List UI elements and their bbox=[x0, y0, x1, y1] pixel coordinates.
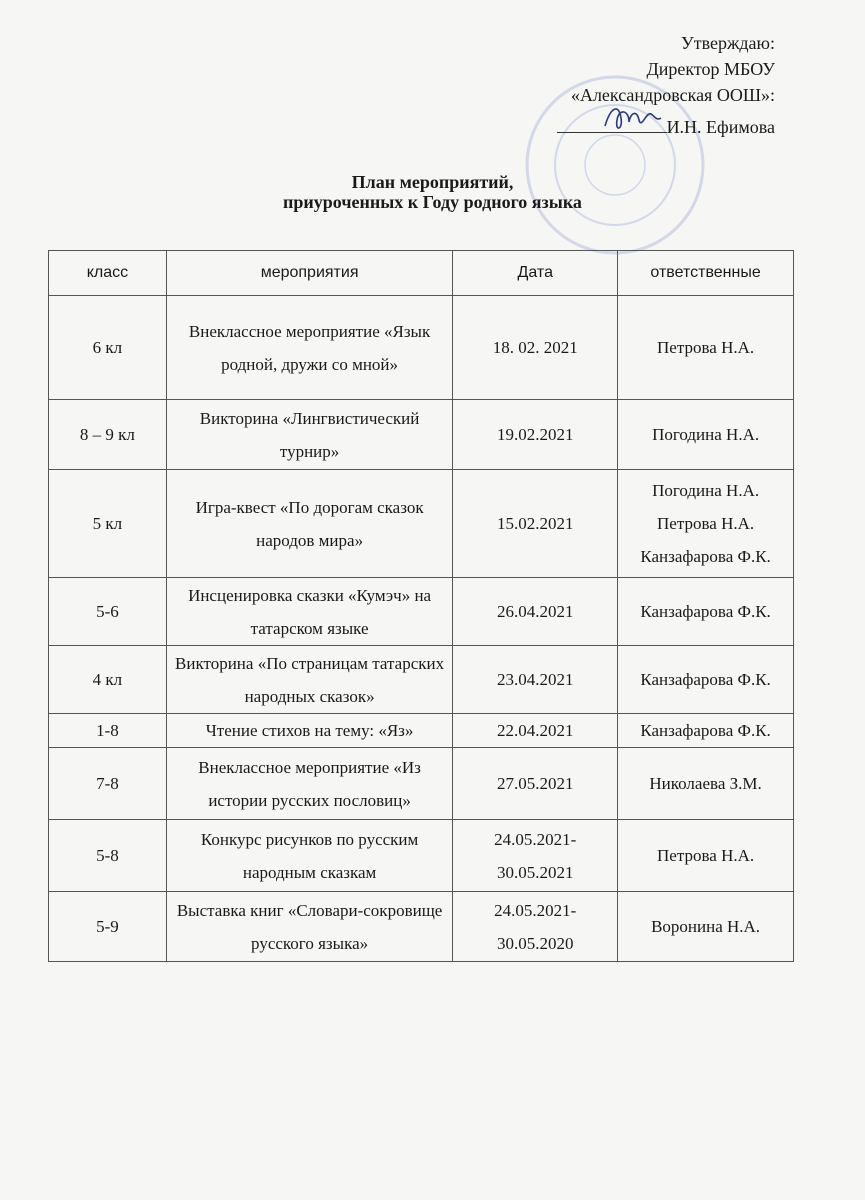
header-grade: класс bbox=[49, 251, 167, 296]
responsible-name: Канзафарова Ф.К. bbox=[640, 721, 771, 740]
cell-grade: 6 кл bbox=[49, 296, 167, 400]
cell-grade: 5-9 bbox=[49, 892, 167, 962]
responsible-name: Канзафарова Ф.К. bbox=[640, 547, 771, 566]
cell-grade: 8 – 9 кл bbox=[49, 400, 167, 470]
responsible-name: Николаева З.М. bbox=[649, 774, 762, 793]
cell-event: Конкурс рисунков по русским народным сказкам bbox=[166, 820, 453, 892]
table-row bbox=[49, 400, 794, 470]
cell-grade: 5 кл bbox=[49, 470, 167, 578]
table-row bbox=[49, 748, 794, 820]
approval-heading: Утверждаю: bbox=[680, 33, 775, 53]
responsible-name: Петрова Н.А. bbox=[657, 514, 755, 533]
cell-date: 19.02.2021 bbox=[453, 400, 618, 470]
header-responsible: ответственные bbox=[618, 251, 794, 296]
cell-responsible bbox=[618, 400, 794, 470]
cell-date: 15.02.2021 bbox=[453, 470, 618, 578]
cell-responsible bbox=[618, 296, 794, 400]
header-date: Дата bbox=[453, 251, 618, 296]
header-event: мероприятия bbox=[166, 251, 453, 296]
cell-responsible bbox=[618, 748, 794, 820]
cell-responsible bbox=[618, 646, 794, 714]
cell-date: 22.04.2021 bbox=[453, 714, 618, 748]
document-title bbox=[0, 172, 865, 212]
cell-responsible bbox=[618, 578, 794, 646]
cell-date: 18. 02. 2021 bbox=[453, 296, 618, 400]
signature-mark bbox=[601, 100, 665, 136]
table-header-row bbox=[49, 251, 794, 296]
cell-event: Чтение стихов на тему: «Яз» bbox=[166, 714, 453, 748]
title-line-2: приуроченных к Году родного языка bbox=[283, 192, 582, 212]
cell-event: Внеклассное мероприятие «Язык родной, дружи со мной» bbox=[166, 296, 453, 400]
cell-responsible bbox=[618, 470, 794, 578]
table-row bbox=[49, 470, 794, 578]
table-row bbox=[49, 820, 794, 892]
table-row bbox=[49, 646, 794, 714]
cell-event: Инсценировка сказки «Кумэч» на татарском языке bbox=[166, 578, 453, 646]
signature-line bbox=[557, 114, 775, 140]
responsible-name: Канзафарова Ф.К. bbox=[640, 670, 771, 689]
responsible-name: Петрова Н.А. bbox=[657, 846, 755, 865]
cell-grade: 5-6 bbox=[49, 578, 167, 646]
cell-date: 24.05.2021-30.05.2021 bbox=[453, 820, 618, 892]
responsible-name: Погодина Н.А. bbox=[652, 425, 760, 444]
signatory-name: И.Н. Ефимова bbox=[666, 117, 775, 137]
cell-event: Игра-квест «По дорогам сказок народов мира» bbox=[166, 470, 453, 578]
table-row bbox=[49, 296, 794, 400]
responsible-name: Канзафарова Ф.К. bbox=[640, 602, 771, 621]
cell-responsible bbox=[618, 892, 794, 962]
table-row bbox=[49, 714, 794, 748]
cell-event: Викторина «По страницам татарских народных сказок» bbox=[166, 646, 453, 714]
approval-organization: «Александровская ООШ»: bbox=[570, 85, 775, 105]
cell-date: 26.04.2021 bbox=[453, 578, 618, 646]
responsible-name: Воронина Н.А. bbox=[651, 917, 761, 936]
title-line-1: План мероприятий, bbox=[351, 172, 514, 192]
signature-underline bbox=[557, 114, 667, 133]
cell-grade: 5-8 bbox=[49, 820, 167, 892]
cell-date: 24.05.2021-30.05.2020 bbox=[453, 892, 618, 962]
cell-responsible bbox=[618, 820, 794, 892]
cell-responsible bbox=[618, 714, 794, 748]
cell-grade: 1-8 bbox=[49, 714, 167, 748]
cell-date: 23.04.2021 bbox=[453, 646, 618, 714]
table-row bbox=[49, 578, 794, 646]
approval-position: Директор МБОУ bbox=[646, 59, 775, 79]
cell-grade: 7-8 bbox=[49, 748, 167, 820]
cell-event: Викторина «Лингвистический турнир» bbox=[166, 400, 453, 470]
cell-event: Внеклассное мероприятие «Из истории русских пословиц» bbox=[166, 748, 453, 820]
cell-grade: 4 кл bbox=[49, 646, 167, 714]
cell-event: Выставка книг «Словари-сокровище русского языка» bbox=[166, 892, 453, 962]
events-table bbox=[48, 250, 794, 962]
cell-date: 27.05.2021 bbox=[453, 748, 618, 820]
table-row bbox=[49, 892, 794, 962]
approval-block bbox=[557, 30, 775, 140]
responsible-name: Погодина Н.А. bbox=[652, 481, 760, 500]
responsible-name: Петрова Н.А. bbox=[657, 338, 755, 357]
